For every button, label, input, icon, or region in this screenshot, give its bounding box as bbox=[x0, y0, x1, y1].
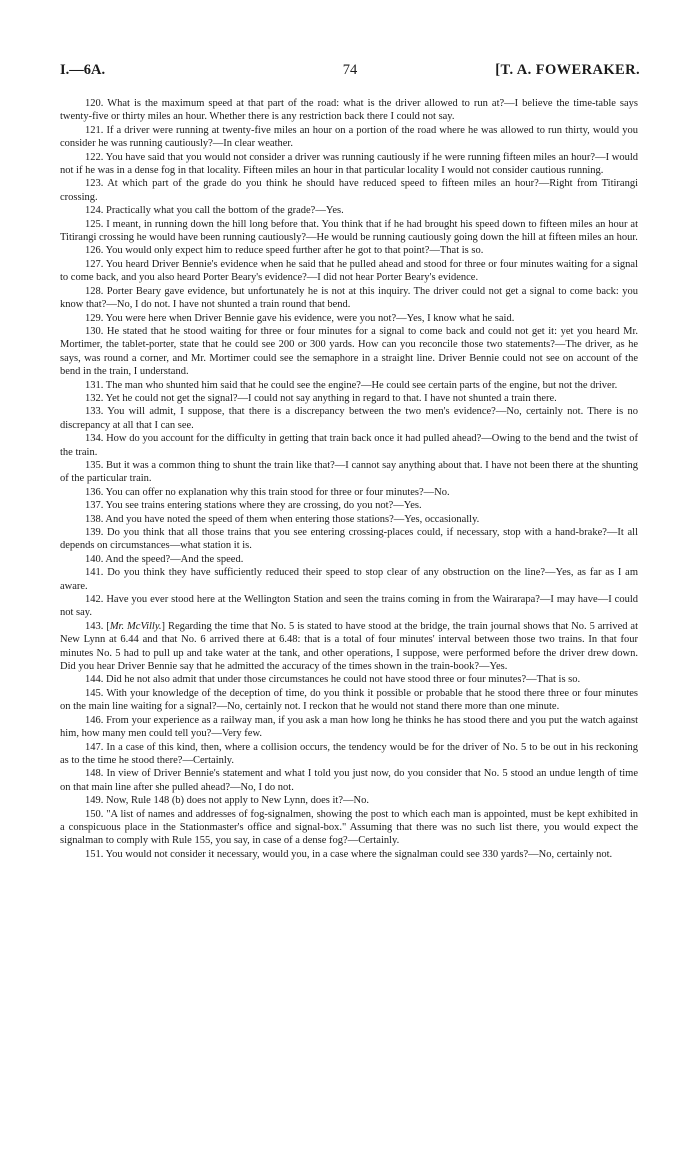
document-body bbox=[60, 97, 638, 861]
paragraph-7: 126. You would only expect him to reduce speed further after he got to that point?—That is so. bbox=[85, 245, 484, 257]
page-header bbox=[60, 62, 640, 84]
paragraph-24: 143. [Mr. McVilly.] Regarding the time that No. 5 is stated to have stood at the bridge, the train journal shows that No. 5 arrived at New Lynn at 6.44 and that No. 6 arrived there at 6.48: that is a total of four minutes' interval between those two trains. In that four minutes No. 5 had to pull up and take water at the tank, and other operations, I suppose, were performed before the driver drew down. Did you hear Driver Bennie say that he admitted the accuracy of the times shown in the train-book?—Yes. bbox=[60, 620, 639, 673]
paragraph-16: 135. But it was a common thing to shunt the train like that?—I cannot say anything about that. I have not been there at the shunting of the particular train. bbox=[60, 459, 638, 485]
paragraph-6: 125. I meant, in running down the hill long before that. You think that if he had brought his speed down to fifteen miles an hour at Titirangi crossing he would have been running cautiously?—He would be running cautiously going down the hill at fifteen miles an hour. bbox=[60, 218, 638, 244]
paragraph-12: 131. The man who shunted him said that he could see the engine?—He could see certain parts of the engine, but not the driver. bbox=[85, 379, 618, 391]
paragraph-21: 140. And the speed?—And the speed. bbox=[85, 553, 244, 565]
document-reference: I.—6A. bbox=[60, 62, 106, 78]
paragraph-3: 122. You have said that you would not consider a driver was running cautiously if he were running fifteen miles an hour?—I would not if he was in a dense fog in that locality. Fifteen miles an hour in that particular locality I would not consider cautious running. bbox=[60, 151, 638, 177]
paragraph-32: 151. You would not consider it necessary, would you, in a case where the signalman could see 330 yards?—No, certainly not. bbox=[85, 848, 613, 860]
paragraph-1: 120. What is the maximum speed at that part of the road: what is the driver allowed to run at?—I believe the time-table says twenty-five or thirty miles an hour. Whether there is any restriction back there I could not say. bbox=[60, 98, 638, 123]
paragraph-30: 149. Now, Rule 148 (b) does not apply to New Lynn, does it?—No. bbox=[85, 795, 369, 807]
paragraph-14: 133. You will admit, I suppose, that there is a discrepancy between the two men's evidence?—No, certainly not. There is no discrepancy at all that I can see. bbox=[60, 406, 638, 431]
paragraph-9: 128. Porter Beary gave evidence, but unfortunately he is not at this inquiry. The driver could not get a signal to come back: you know that?—No, I do not. I have not shunted a train round that bend. bbox=[60, 285, 638, 311]
paragraph-26: 145. With your knowledge of the deception of time, do you think it possible or probable that he stood there three or four minutes on the main line waiting for a signal?—No, certainly not. I reckon that he would not stand there more than one minute. bbox=[60, 687, 638, 713]
paragraph-27: 146. From your experience as a railway man, if you ask a man how long he thinks he has stood there and you put the watch against him, how many men could tell you?—Very few. bbox=[60, 714, 638, 740]
paragraph-18: 137. You see trains entering stations where they are crossing, do you not?—Yes. bbox=[85, 500, 422, 512]
paragraph-25: 144. Did he not also admit that under those circumstances he could not have stood three or four minutes?—That is so. bbox=[85, 674, 581, 686]
paragraph-20: 139. Do you think that all those trains that you see entering crossing-places could, if necessary, stop with a hand-brake?—It all depends on circumstances—what station it is. bbox=[60, 527, 638, 552]
paragraph-10: 129. You were here when Driver Bennie gave his evidence, were you not?—Yes, I know what he said. bbox=[85, 312, 515, 324]
paragraph-28: 147. In a case of this kind, then, where a collision occurs, the tendency would be for the driver of No. 5 to be out in his reckoning as to the time he stood there?—Certainly. bbox=[60, 741, 638, 766]
page-number: 74 bbox=[342, 62, 358, 78]
paragraph-15: 134. How do you account for the difficulty in getting that train back once it had pulled ahead?—Owing to the bend and the twist of the train. bbox=[60, 433, 638, 458]
paragraph-19: 138. And you have noted the speed of them when entering those stations?—Yes, occasionally. bbox=[85, 513, 480, 525]
paragraph-13: 132. Yet he could not get the signal?—I could not say anything in regard to that. I have not shunted a train there. bbox=[85, 392, 557, 404]
witness-name: [T. A. FOWERAKER. bbox=[495, 62, 640, 78]
paragraph-4: 123. At which part of the grade do you think he should have reduced speed to fifteen miles an hour?—Right from Titirangi crossing. bbox=[60, 178, 638, 203]
paragraph-2: 121. If a driver were running at twenty-five miles an hour on a portion of the road where he was allowed to run thirty, would you consider he was running cautiously?—In clear weather. bbox=[60, 124, 638, 150]
paragraph-11: 130. He stated that he stood waiting for three or four minutes for a signal to come back and could not get it: yet you heard Mr. Mortimer, the tablet-porter, state that he could see 200 or 300 yards. How can you reconcile those two statements?—The driver, as he says, was round a corner, and Mr. Mortimer could see the semaphore in a straight line. Driver Bennie could not see on account of the bend in the train, I understand. bbox=[60, 325, 638, 378]
paragraph-17: 136. You can offer no explanation why this train stood for three or four minutes?—No. bbox=[85, 486, 450, 498]
paragraph-8: 127. You heard Driver Bennie's evidence when he said that he pulled ahead and stood for three or four minutes waiting for a signal to come back, and you also heard Porter Beary's evidence?—I did not hear Porter Beary's evidence. bbox=[60, 258, 638, 284]
paragraph-5: 124. Practically what you call the bottom of the grade?—Yes. bbox=[85, 205, 344, 217]
paragraph-23: 142. Have you ever stood here at the Wellington Station and seen the trains coming in from the Wairarapa?—I may have—I could not say. bbox=[60, 594, 638, 619]
paragraph-31: 150. "A list of names and addresses of fog-signalmen, showing the post to which each man is appointed, must be kept exhibited in a conspicuous place in the Stationmaster's office and signal-box." Assuming that there was no such list there, you would expect the signalman to comply with Rule 155, you say, in case of a dense fog?—Certainly. bbox=[60, 808, 638, 847]
paragraph-29: 148. In view of Driver Bennie's statement and what I told you just now, do you consider that No. 5 stood an undue length of time on that main line after she pulled ahead?—No, I do not. bbox=[60, 768, 638, 793]
paragraph-22: 141. Do you think they have sufficiently reduced their speed to stop clear of any obstruction on the line?—Yes, as far as I am aware. bbox=[60, 567, 638, 592]
speaker-name: Mr. McVilly. bbox=[109, 620, 162, 632]
